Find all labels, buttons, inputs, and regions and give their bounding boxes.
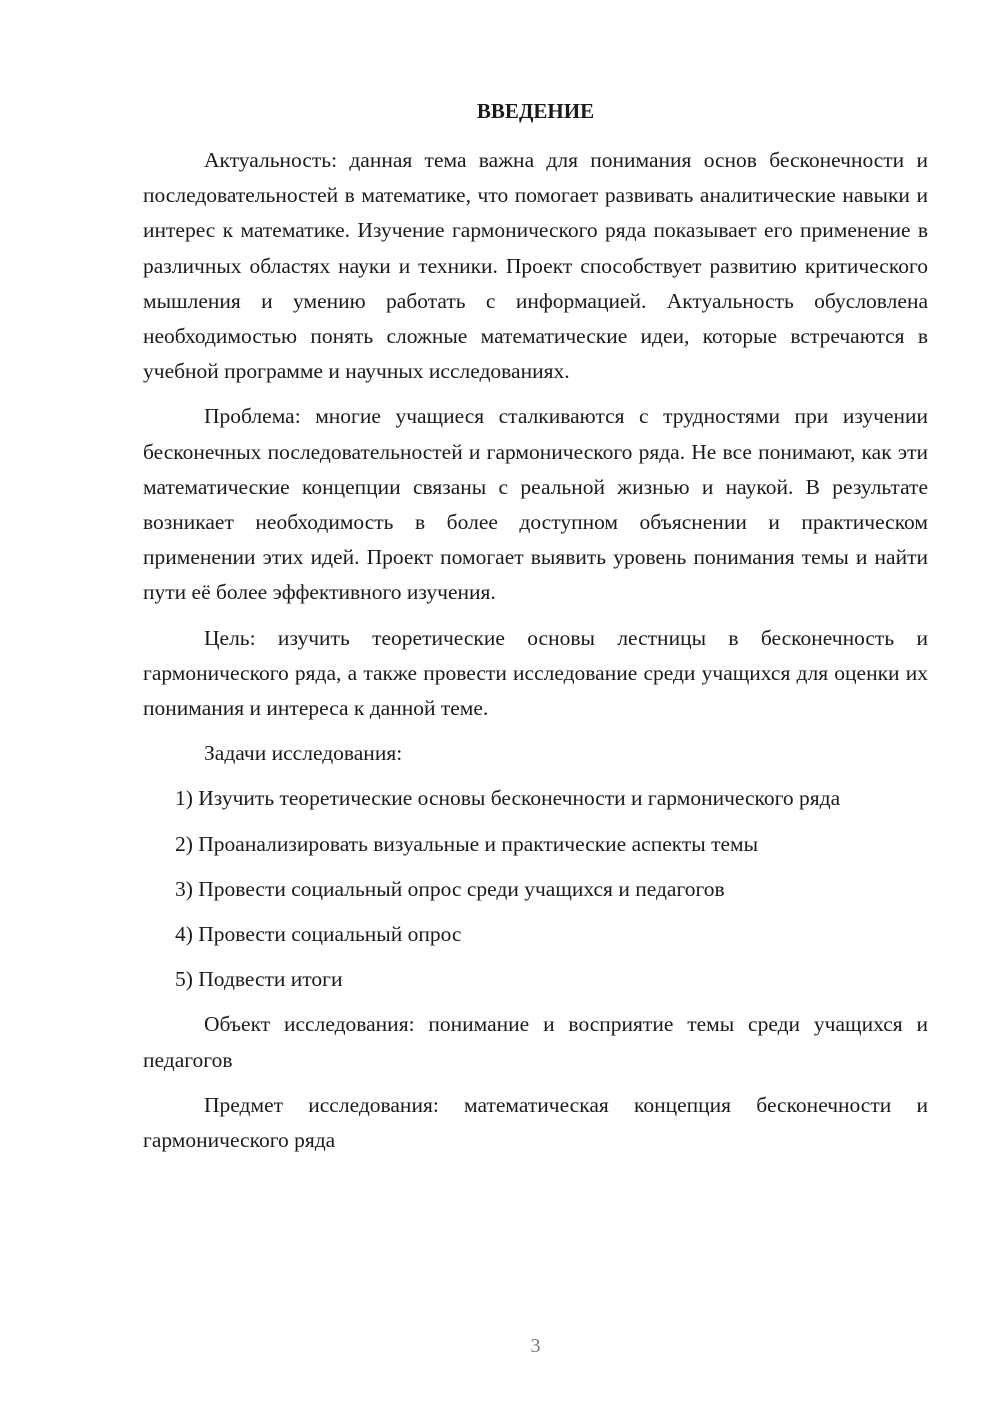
paragraph-problem: Проблема: многие учащиеся сталкиваются с трудностями при изучении бесконечных последовательностей и гармонического ряда. Не все понимают, как эти математические концепции связаны с реальной жизнью и наукой. В результате возникает необходимость в более доступном объяснении и практическом применении этих идей. Проект помогает выявить уровень понимания темы и найти пути её более эффективного изучения. (143, 404, 928, 605)
paragraph-relevance: Актуальность: данная тема важна для понимания основ бесконечности и последовательностей в математике, что помогает развивать аналитические навыки и интерес к математике. Изучение гармонического ряда показывает его применение в различных областях науки и техники. Проект способствует развитию критического мышления и умению работать с информацией. Актуальность обусловлена необходимостью понять сложные математические идеи, которые встречаются в учебной программе и научных исследованиях. (143, 148, 928, 384)
task-item-4: 4) Провести социальный опрос (175, 922, 462, 947)
paragraph-object: Объект исследования: понимание и восприятие темы среди учащихся и педагогов (143, 1012, 928, 1072)
task-item-5: 5) Подвести итоги (175, 967, 343, 992)
page-number: 3 (530, 1335, 541, 1357)
document-page (143, 0, 928, 1414)
paragraph-goal: Цель: изучить теоретические основы лестницы в бесконечность и гармонического ряда, а также провести исследование среди учащихся для оценки их понимания и интереса к данной теме. (143, 625, 928, 721)
task-item-2: 2) Проанализировать визуальные и практические аспекты темы (175, 831, 759, 856)
page-title: ВВЕДЕНИЕ (476, 99, 595, 123)
task-item-3: 3) Провести социальный опрос среди учащихся и педагогов (175, 876, 725, 901)
body-text (143, 143, 928, 1158)
task-item-1: 1) Изучить теоретические основы бесконечности и гармонического ряда (175, 786, 841, 811)
tasks-heading: Задачи исследования: (204, 741, 403, 766)
paragraph-subject: Предмет исследования: математическая концепция бесконечности и гармонического ряда (143, 1092, 928, 1153)
